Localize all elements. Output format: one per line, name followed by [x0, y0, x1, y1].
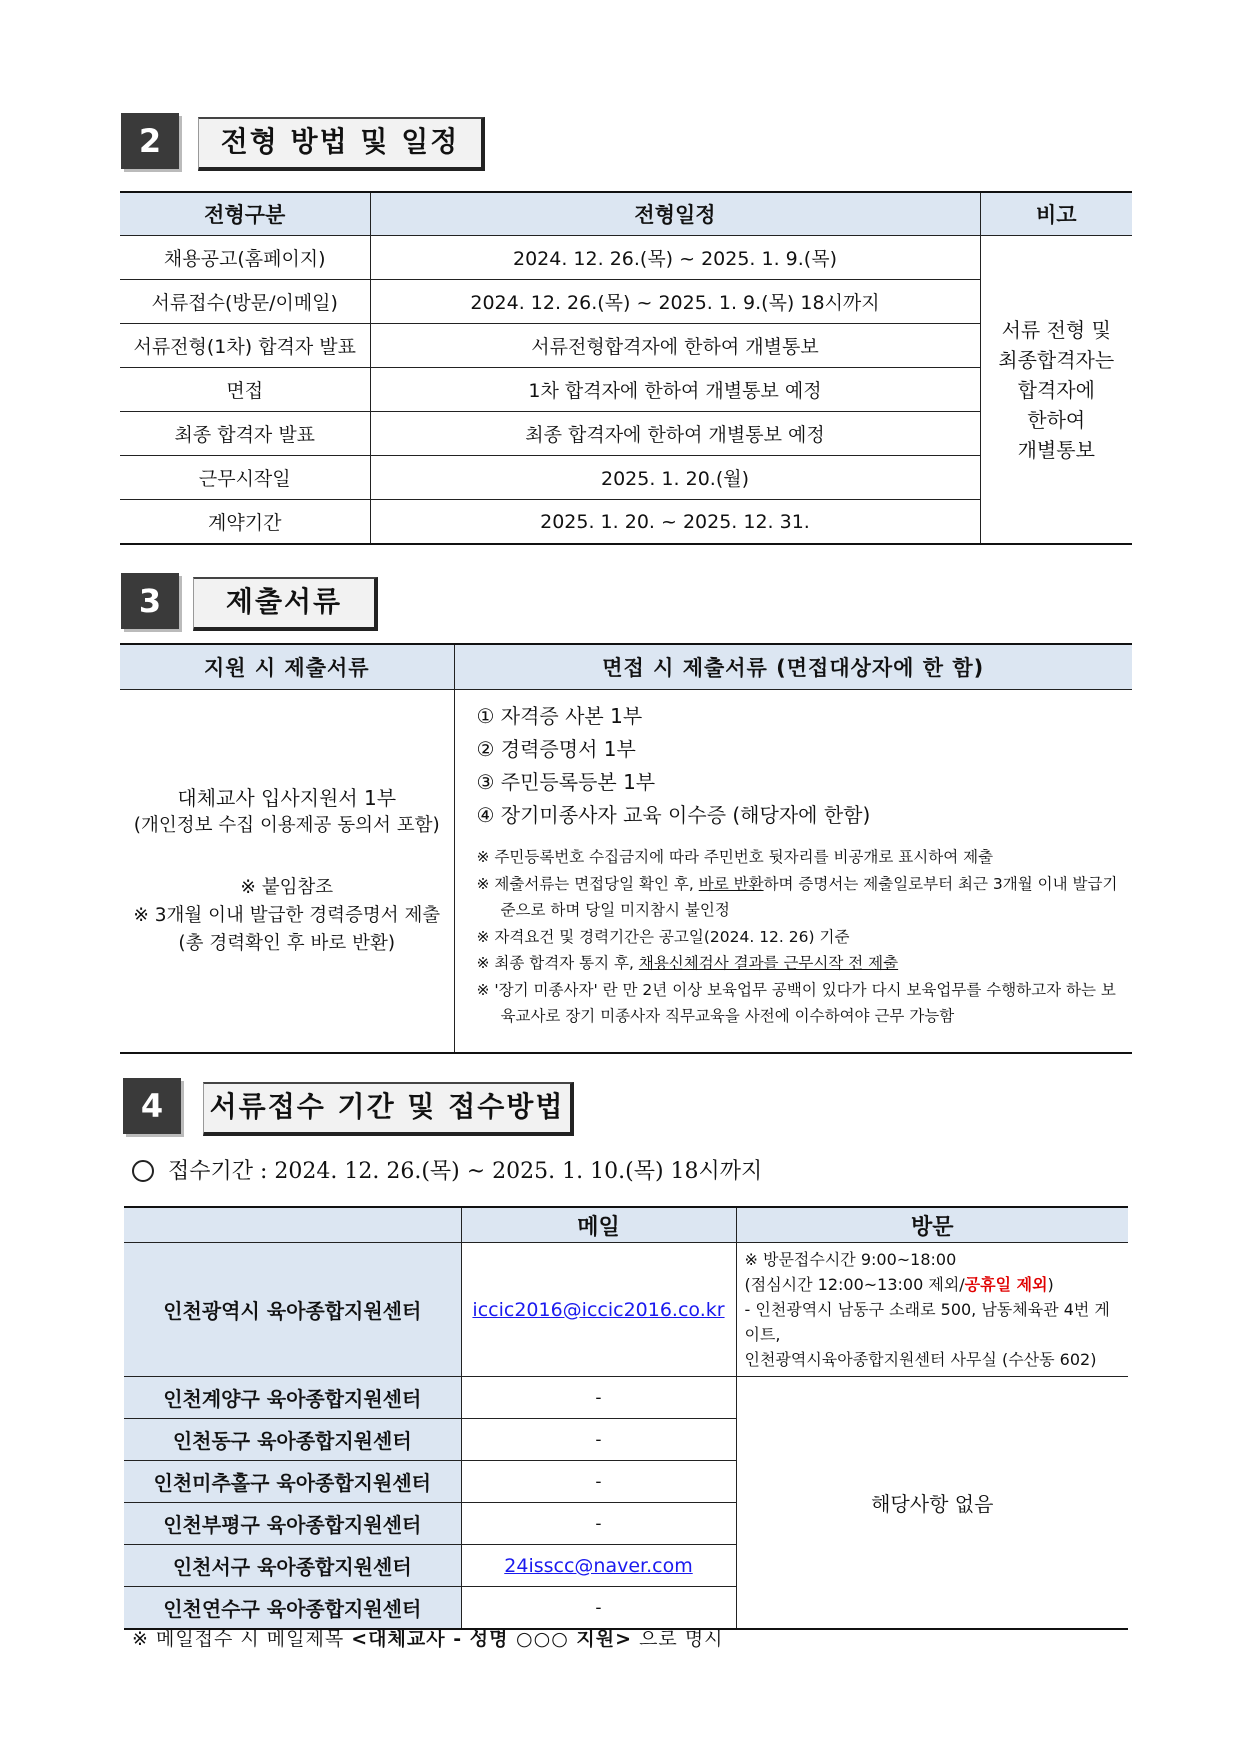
section-title: 전형 방법 및 일정	[198, 117, 485, 171]
center-name: 인천미추홀구 육아종합지원센터	[124, 1461, 461, 1503]
holiday-excluded: 공휴일 제외	[964, 1275, 1048, 1294]
remark-line: 최종합격자는	[998, 347, 1115, 372]
section-title: 서류접수 기간 및 접수방법	[203, 1082, 574, 1136]
section-title: 제출서류	[193, 577, 378, 631]
center-name: 인천서구 육아종합지원센터	[124, 1545, 461, 1587]
remark-line: 개별통보	[1017, 437, 1095, 462]
notes-list	[477, 844, 1119, 1030]
header-mail: 메일	[461, 1207, 736, 1243]
section-number: 3	[121, 573, 179, 629]
section-number: 2	[121, 113, 179, 169]
remark-cell	[980, 236, 1132, 545]
center-mail: -	[461, 1587, 736, 1630]
header-center	[124, 1207, 461, 1243]
stage-cell: 채용공고(홈페이지)	[120, 236, 370, 280]
header-visit: 방문	[736, 1207, 1128, 1243]
visit-info-cell: ※ 방문접수시간 9:00~18:00 (점심시간 12:00~13:00 제외/공휴일 제외) - 인천광역시 남동구 소래로 500, 남동체육관 4번 게이트, 인천광역시육아종합지원센터 사무실 (수산동 602)	[736, 1243, 1128, 1377]
note-item: ※ '장기 미종사자' 란 만 2년 이상 보육업무 공백이 있다가 다시 보육업무를 수행하고자 하는 보육교사로 장기 미종사자 직무교육을 사전에 이수하여야 근무 가능함	[476, 980, 1116, 1025]
visit-none-cell: 해당사항 없음	[736, 1377, 1128, 1630]
list-item: ④ 장기미종사자 교육 이수증 (해당자에 한함)	[476, 803, 871, 827]
apply-doc-main: 대체교사 입사지원서 1부	[177, 786, 397, 810]
header-remark: 비고	[980, 192, 1132, 236]
email-link[interactable]: iccic2016@iccic2016.co.kr	[472, 1298, 725, 1321]
submission-table	[124, 1206, 1128, 1630]
list-item: ③ 주민등록등본 1부	[476, 770, 656, 794]
stage-cell: 서류접수(방문/이메일)	[120, 280, 370, 324]
list-item: ② 경력증명서 1부	[476, 737, 636, 761]
section-2-heading	[121, 113, 489, 169]
schedule-cell: 2025. 1. 20. ~ 2025. 12. 31.	[370, 500, 980, 545]
note-item: ※ 제출서류는 면접당일 확인 후, 바로 반환하며 증명서는 제출일로부터 최근 3개월 이내 발급기준으로 하며 당일 미지참시 불인정	[476, 874, 1118, 919]
schedule-cell: 서류전형합격자에 한하여 개별통보	[370, 324, 980, 368]
center-mail[interactable]	[461, 1243, 736, 1377]
documents-table	[120, 643, 1132, 1054]
section-3-heading	[121, 573, 381, 629]
apply-doc-note: ※ 3개월 이내 발급한 경력증명서 제출	[133, 905, 441, 926]
apply-docs-cell	[120, 690, 454, 1054]
header-schedule: 전형일정	[370, 192, 980, 236]
center-name: 인천부평구 육아종합지원센터	[124, 1503, 461, 1545]
header-apply-docs: 지원 시 제출서류	[120, 644, 454, 690]
center-mail: -	[461, 1461, 736, 1503]
schedule-cell: 최종 합격자에 한하여 개별통보 예정	[370, 412, 980, 456]
schedule-cell: 2024. 12. 26.(목) ~ 2025. 1. 9.(목)	[370, 236, 980, 280]
note-item: ※ 자격요건 및 경력기간은 공고일(2024. 12. 26) 기준	[476, 927, 850, 946]
stage-cell: 근무시작일	[120, 456, 370, 500]
remark-line: 한하여	[1027, 407, 1086, 432]
center-mail: -	[461, 1419, 736, 1461]
mail-subject-footnote: ※ 메일접수 시 메일제목 <대체교사 - 성명 ○○○ 지원> 으로 명시	[132, 1628, 724, 1650]
center-mail: -	[461, 1377, 736, 1419]
remark-line: 서류 전형 및	[1001, 317, 1111, 342]
center-name: 인천동구 육아종합지원센터	[124, 1419, 461, 1461]
schedule-cell: 2024. 12. 26.(목) ~ 2025. 1. 9.(목) 18시까지	[370, 280, 980, 324]
interview-doc-list	[477, 700, 1119, 832]
header-interview-docs: 면접 시 제출서류 (면접대상자에 한 함)	[454, 644, 1132, 690]
schedule-cell: 1차 합격자에 한하여 개별통보 예정	[370, 368, 980, 412]
note-item: ※ 주민등록번호 수집금지에 따라 주민번호 뒷자리를 비공개로 표시하여 제출	[476, 848, 994, 866]
list-item: ① 자격증 사본 1부	[476, 704, 643, 728]
center-name: 인천연수구 육아종합지원센터	[124, 1587, 461, 1630]
apply-doc-sub: (개인정보 수집 이용제공 동의서 포함)	[133, 815, 440, 836]
center-mail: -	[461, 1503, 736, 1545]
section-number: 4	[123, 1078, 181, 1134]
application-period: 접수기간 : 2024. 12. 26.(목) ~ 2025. 1. 10.(목) 18시까지	[132, 1154, 762, 1185]
center-name: 인천광역시 육아종합지원센터	[124, 1243, 461, 1377]
header-stage: 전형구분	[120, 192, 370, 236]
stage-cell: 서류전형(1차) 합격자 발표	[120, 324, 370, 368]
remark-line: 합격자에	[1017, 377, 1095, 402]
stage-cell: 면접	[120, 368, 370, 412]
circle-bullet-icon	[132, 1160, 154, 1182]
note-item: ※ 최종 합격자 통지 후, 채용신체검사 결과를 근무시작 전 제출	[476, 954, 899, 972]
section-4-heading	[123, 1078, 583, 1134]
email-link[interactable]: 24isscc@naver.com	[504, 1554, 693, 1577]
apply-doc-note: (총 경력확인 후 바로 반환)	[178, 933, 396, 954]
apply-doc-note: ※ 붙임참조	[240, 877, 334, 898]
interview-docs-cell	[454, 690, 1132, 1054]
stage-cell: 최종 합격자 발표	[120, 412, 370, 456]
stage-cell: 계약기간	[120, 500, 370, 545]
schedule-cell: 2025. 1. 20.(월)	[370, 456, 980, 500]
center-name: 인천계양구 육아종합지원센터	[124, 1377, 461, 1419]
center-mail[interactable]	[461, 1545, 736, 1587]
schedule-table	[120, 191, 1132, 545]
